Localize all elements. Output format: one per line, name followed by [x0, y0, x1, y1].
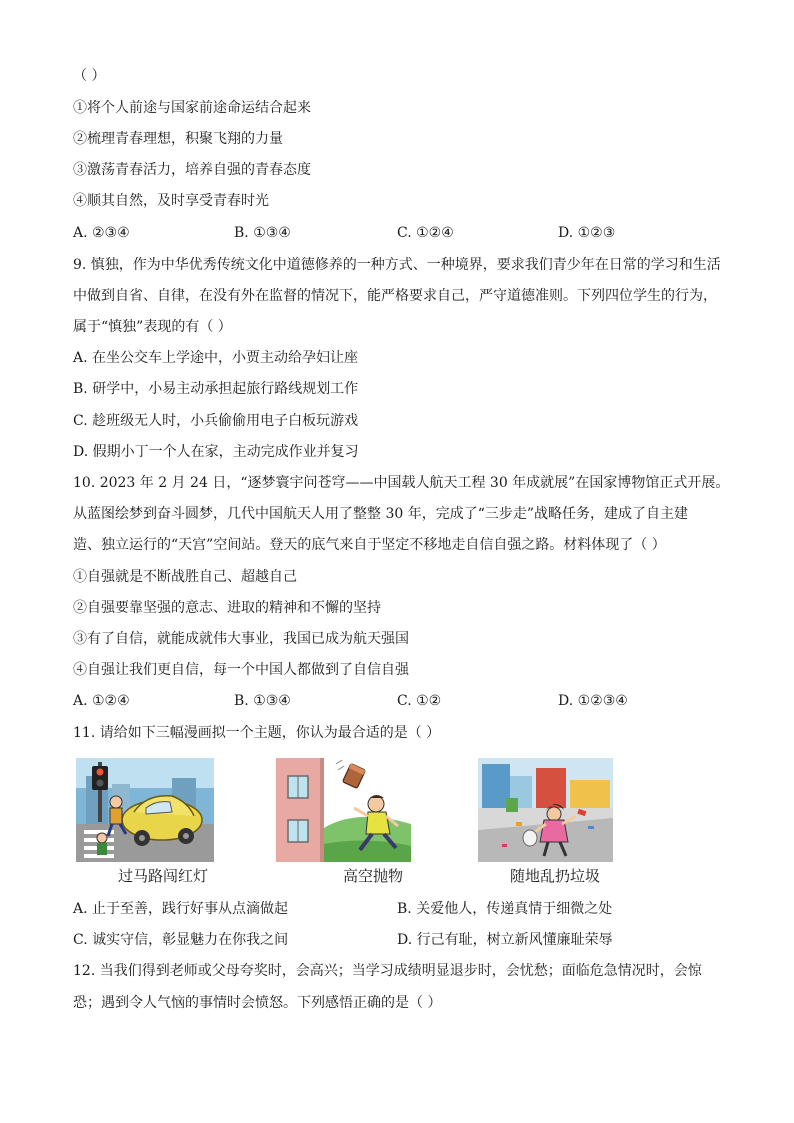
q11-option-b: B. 关爱他人，传递真情于细微之处 [397, 901, 613, 917]
q10-item-3: ③有了自信，就能成就伟大事业，我国已成为航天强国 [73, 631, 409, 647]
cartoon-caption-3: 随地乱扔垃圾 [510, 867, 601, 885]
q9-stem-line-3: 属于“慎独”表现的有（ ） [73, 319, 232, 335]
q8-option-a: A. ②③④ [73, 225, 130, 241]
q10-item-2: ②自强要靠坚强的意志、进取的精神和不懈的坚持 [73, 600, 381, 616]
q8-option-b: B. ①③④ [234, 225, 291, 241]
cartoon-caption-2: 高空抛物 [343, 867, 404, 885]
q11-option-c: C. 诚实守信，彰显魅力在你我之间 [73, 932, 289, 948]
cartoon-red-light-image [76, 758, 214, 862]
q11-option-a: A. 止于至善，践行好事从点滴做起 [73, 901, 289, 917]
cartoon-littering-image [478, 758, 613, 862]
q9-option-b: B. 研学中，小易主动承担起旅行路线规划工作 [73, 381, 359, 397]
q11-stem: 11. 请给如下三幅漫画拟一个主题，你认为最合适的是（ ） [73, 725, 441, 741]
q10-option-b: B. ①③④ [234, 693, 291, 709]
q12-stem-line-2: 恐；遇到令人气恼的事情时会愤怒。下列感悟正确的是（ ） [73, 995, 442, 1011]
q8-item-2: ②梳理青春理想，积聚飞翔的力量 [73, 131, 283, 147]
q10-option-c: C. ①② [397, 693, 442, 709]
q8-item-4: ④顺其自然，及时享受青春时光 [73, 193, 269, 209]
q8-item-3: ③激荡青春活力，培养自强的青春态度 [73, 162, 311, 178]
q12-stem-line-1: 12. 当我们得到老师或父母夸奖时，会高兴；当学习成绩明显退步时，会忧愁；面临危急情况时，会惊 [73, 963, 702, 979]
q10-option-d: D. ①②③④ [558, 693, 628, 709]
q9-option-d: D. 假期小丁一个人在家，主动完成作业并复习 [73, 444, 359, 460]
q8-option-c: C. ①②④ [397, 225, 454, 241]
q8-option-d: D. ①②③ [558, 225, 616, 241]
q10-option-a: A. ①②④ [73, 693, 130, 709]
q9-option-a: A. 在坐公交车上学途中，小贾主动给孕妇让座 [73, 350, 359, 366]
q11-option-d: D. 行己有耻，树立新风懂廉耻荣辱 [397, 932, 613, 948]
q10-item-4: ④自强让我们更自信，每一个中国人都做到了自信自强 [73, 662, 409, 678]
q9-option-c: C. 趁班级无人时，小兵偷偷用电子白板玩游戏 [73, 413, 359, 429]
q9-stem-line-1: 9. 慎独，作为中华优秀传统文化中道德修养的一种方式、一种境界，要求我们青少年在日常的学习和生活 [73, 257, 721, 273]
cartoon-caption-1: 过马路闯红灯 [118, 867, 209, 885]
q9-stem-line-2: 中做到自省、自律，在没有外在监督的情况下，能严格要求自己，严守道德准则。下列四位学生的行为， [73, 288, 717, 304]
q10-stem-line-3: 造、独立运行的“天宫”空间站。登天的底气来自于坚定不移地走自信自强之路。材料体现了（ ） [73, 537, 666, 553]
q10-stem-line-1: 10. 2023 年 2 月 24 日，“逐梦寰宇问苍穹——中国载人航天工程 30 年成就展”在国家博物馆正式开展。 [73, 475, 730, 491]
q10-item-1: ①自强就是不断战胜自己、超越自己 [73, 569, 297, 585]
q8-item-1: ①将个人前途与国家前途命运结合起来 [73, 100, 311, 116]
cartoon-high-altitude-throwing-image [276, 758, 411, 862]
q10-stem-line-2: 从蓝图绘梦到奋斗圆梦，几代中国航天人用了整整 30 年，完成了“三步走”战略任务，建成了自主建 [73, 506, 689, 522]
q8-answer-bracket: （ ） [73, 68, 106, 84]
